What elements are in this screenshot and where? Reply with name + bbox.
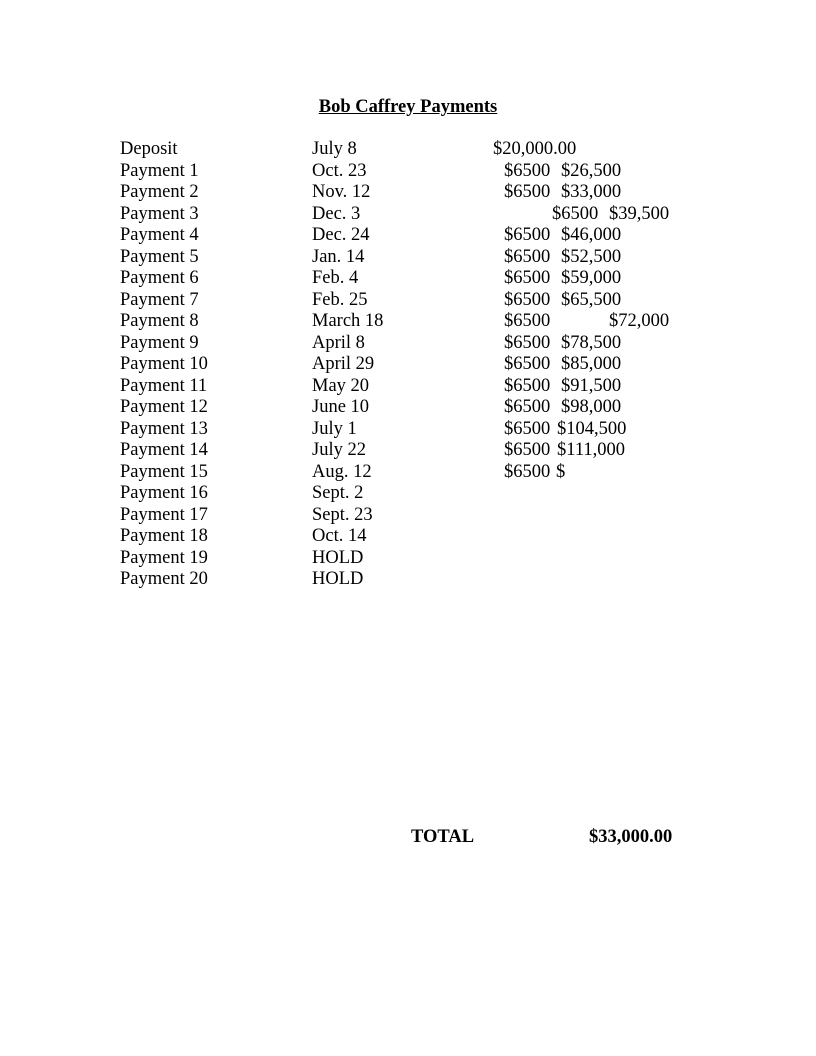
row-amount: $20,000.00 — [493, 139, 577, 159]
table-row — [0, 354, 816, 376]
row-date: April 29 — [312, 354, 375, 374]
row-label: Payment 16 — [120, 483, 208, 503]
row-amount: $6500 — [504, 268, 551, 288]
row-label: Payment 11 — [120, 375, 208, 396]
row-amount: $6500 — [504, 160, 551, 181]
row-label: Payment 9 — [120, 332, 199, 353]
row-amount: $6500 — [504, 375, 551, 396]
table-row — [0, 290, 816, 312]
row-label: Payment 8 — [120, 311, 199, 331]
table-row — [0, 247, 816, 269]
row-date: Dec. 24 — [312, 225, 370, 245]
row-running-total: $39,500 — [609, 203, 670, 224]
row-running-total: $78,500 — [561, 332, 622, 353]
row-date: Nov. 12 — [312, 182, 371, 202]
total-value: $33,000.00 — [589, 827, 673, 847]
row-date: Aug. 12 — [312, 461, 372, 482]
row-date: May 20 — [312, 375, 370, 396]
row-amount: $6500 — [504, 418, 551, 439]
table-row — [0, 139, 816, 161]
row-amount: $6500 — [504, 289, 551, 310]
payments-table — [0, 139, 816, 591]
table-row — [0, 225, 816, 247]
row-label: Payment 3 — [120, 203, 199, 224]
table-row — [0, 204, 816, 226]
row-label: Deposit — [120, 139, 178, 159]
row-label: Payment 4 — [120, 225, 199, 245]
row-running-total: $91,500 — [561, 375, 622, 396]
row-date: July 1 — [312, 418, 357, 439]
table-row — [0, 397, 816, 419]
table-row — [0, 569, 816, 591]
row-label: Payment 13 — [120, 418, 208, 439]
row-label: Payment 17 — [120, 504, 208, 525]
table-row — [0, 333, 816, 355]
table-row — [0, 526, 816, 548]
table-row — [0, 548, 816, 570]
row-date: Feb. 25 — [312, 289, 368, 310]
page-title — [0, 96, 816, 118]
row-amount: $6500 — [504, 246, 551, 267]
row-date: Dec. 3 — [312, 203, 361, 224]
row-label: Payment 20 — [120, 569, 208, 589]
row-date: July 8 — [312, 139, 357, 159]
page-title-text: Bob Caffrey Payments — [318, 97, 498, 117]
table-row — [0, 505, 816, 527]
row-running-total: $98,000 — [561, 397, 622, 417]
row-running-total: $26,500 — [561, 160, 622, 181]
row-running-total: $46,000 — [561, 225, 622, 245]
table-row — [0, 311, 816, 333]
row-amount: $6500 — [504, 332, 551, 353]
row-running-total: $111,000 — [557, 440, 626, 460]
row-label: Payment 19 — [120, 547, 208, 568]
row-running-total: $104,500 — [557, 418, 627, 439]
row-running-total: $85,000 — [561, 354, 622, 374]
row-date: Oct. 14 — [312, 526, 367, 546]
row-label: Payment 10 — [120, 354, 208, 374]
table-row — [0, 440, 816, 462]
row-date: March 18 — [312, 311, 384, 331]
row-label: Payment 6 — [120, 268, 199, 288]
table-row — [0, 483, 816, 505]
table-row — [0, 182, 816, 204]
row-running-total: $72,000 — [609, 311, 670, 331]
row-label: Payment 1 — [120, 160, 199, 181]
row-label: Payment 12 — [120, 397, 208, 417]
table-row — [0, 161, 816, 183]
row-date: Feb. 4 — [312, 268, 359, 288]
table-row — [0, 419, 816, 441]
row-running-total: $65,500 — [561, 289, 622, 310]
row-label: Payment 14 — [120, 440, 208, 460]
row-running-total: $52,500 — [561, 246, 622, 267]
row-date: Oct. 23 — [312, 160, 367, 181]
row-date: HOLD — [312, 547, 364, 568]
table-row — [0, 462, 816, 484]
row-date: July 22 — [312, 440, 366, 460]
row-date: June 10 — [312, 397, 370, 417]
row-label: Payment 18 — [120, 526, 208, 546]
row-date: April 8 — [312, 332, 365, 353]
row-amount: $6500 — [504, 182, 551, 202]
row-amount: $6500 — [504, 440, 551, 460]
row-amount: $6500 — [504, 354, 551, 374]
table-row — [0, 268, 816, 290]
row-date: Sept. 23 — [312, 504, 373, 525]
table-row — [0, 376, 816, 398]
row-running-total: $33,000 — [561, 182, 622, 202]
row-amount: $6500 — [504, 311, 551, 331]
row-label: Payment 2 — [120, 182, 199, 202]
row-amount: $6500 — [504, 397, 551, 417]
row-date: Sept. 2 — [312, 483, 364, 503]
row-label: Payment 5 — [120, 246, 199, 267]
row-label: Payment 15 — [120, 461, 208, 482]
row-amount: $6500 — [504, 225, 551, 245]
row-date: HOLD — [312, 569, 364, 589]
row-amount: $6500 — [552, 203, 599, 224]
row-date: Jan. 14 — [312, 246, 365, 267]
row-running-total: $59,000 — [561, 268, 622, 288]
row-amount: $6500 — [504, 461, 551, 482]
row-label: Payment 7 — [120, 289, 199, 310]
total-label: TOTAL — [411, 827, 475, 847]
row-running-total: $ — [556, 461, 566, 482]
